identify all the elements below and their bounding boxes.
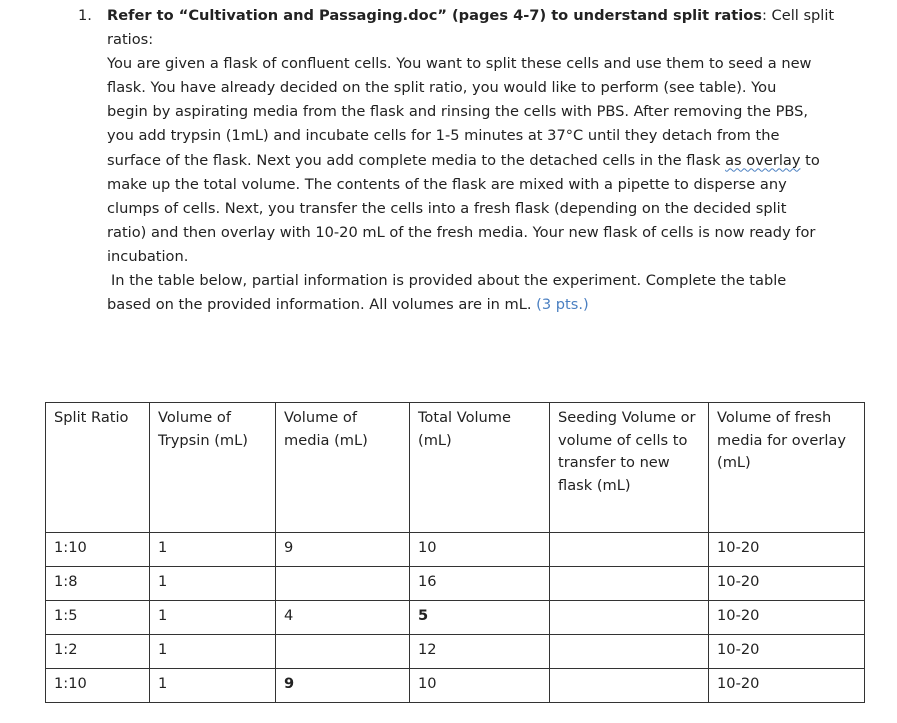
cell-trypsin-volume: 1 — [150, 567, 276, 601]
header-total-volume: Total Volume (mL) — [410, 403, 550, 533]
cell-split-ratio: 1:10 — [46, 533, 150, 567]
question-line-text: : Cell split ratios: — [107, 7, 835, 49]
cell-total-volume: 12 — [410, 635, 550, 669]
header-trypsin-volume: Volume of Trypsin (mL) — [150, 403, 276, 533]
question-line — [107, 149, 838, 173]
cell-split-ratio: 1:2 — [46, 635, 150, 669]
cell-media-volume: 9 — [276, 533, 410, 567]
table-row — [46, 567, 865, 601]
header-split-ratio: Split Ratio — [46, 403, 150, 533]
question-line — [107, 4, 838, 52]
cell-seeding-volume — [550, 601, 709, 635]
cell-split-ratio: 1:5 — [46, 601, 150, 635]
cell-trypsin-volume: 1 — [150, 601, 276, 635]
question-line: you add trypsin (1mL) and incubate cells for 1-5 minutes at 37°C until they detach from the — [107, 127, 780, 145]
question-line: make up the total volume. The contents of the flask are mixed with a pipette to disperse any — [107, 175, 787, 193]
cell-total-volume: 10 — [410, 669, 550, 703]
table-row — [46, 533, 865, 567]
table-row — [46, 669, 865, 703]
cell-total-volume: 16 — [410, 567, 550, 601]
question-line: begin by aspirating media from the flask and rinsing the cells with PBS. After removing the PBS, — [107, 103, 809, 121]
cell-split-ratio: 1:10 — [46, 669, 150, 703]
question-number: 1. — [78, 7, 92, 24]
instruction-line — [107, 293, 838, 317]
cell-overlay-volume: 10-20 — [709, 601, 865, 635]
cell-total-volume: 5 — [410, 601, 550, 635]
cell-media-volume: 4 — [276, 601, 410, 635]
cell-trypsin-volume: 1 — [150, 669, 276, 703]
table-body — [46, 533, 865, 703]
cell-seeding-volume — [550, 533, 709, 567]
cell-overlay-volume: 10-20 — [709, 533, 865, 567]
question-line: clumps of cells. Next, you transfer the cells into a fresh flask (depending on the decided split — [107, 199, 787, 217]
cell-trypsin-volume: 1 — [150, 533, 276, 567]
instruction-line: In the table below, partial information is provided about the experiment. Complete the table — [111, 272, 787, 290]
cell-seeding-volume — [550, 635, 709, 669]
cell-overlay-volume: 10-20 — [709, 635, 865, 669]
cell-media-volume — [276, 567, 410, 601]
points-label: (3 pts.) — [536, 296, 589, 314]
question-line: flask. You have already decided on the split ratio, you would like to perform (see table). You — [107, 79, 777, 97]
question-line: incubation. — [107, 247, 189, 265]
question-line-text: surface of the flask. Next you add complete media to the detached cells in the flask — [107, 151, 726, 169]
question-body — [107, 4, 838, 317]
question-line: You are given a flask of confluent cells. You want to split these cells and use them to seed a new — [107, 55, 812, 73]
split-ratio-table — [45, 402, 865, 703]
cell-seeding-volume — [550, 669, 709, 703]
cell-media-volume — [276, 635, 410, 669]
cell-overlay-volume: 10-20 — [709, 567, 865, 601]
cell-total-volume: 10 — [410, 533, 550, 567]
question-line: ratio) and then overlay with 10-20 mL of the fresh media. Your new flask of cells is now ready for — [107, 223, 816, 241]
table-header-row — [46, 403, 865, 533]
header-overlay-volume: Volume of fresh media for overlay (mL) — [709, 403, 865, 533]
header-seeding-volume: Seeding Volume or volume of cells to transfer to new flask (mL) — [550, 403, 709, 533]
question-heading: Refer to “Cultivation and Passaging.doc” (pages 4-7) to understand split ratios — [107, 7, 762, 24]
header-media-volume: Volume of media (mL) — [276, 403, 410, 533]
cell-split-ratio: 1:8 — [46, 567, 150, 601]
question-block — [78, 4, 838, 317]
cell-seeding-volume — [550, 567, 709, 601]
instruction-text: based on the provided information. All volumes are in mL. — [107, 296, 537, 314]
table-row — [46, 635, 865, 669]
spellcheck-marked-text: as overlay — [725, 151, 801, 169]
table-row — [46, 601, 865, 635]
question-line-text: to — [800, 151, 820, 169]
cell-media-volume: 9 — [276, 669, 410, 703]
cell-overlay-volume: 10-20 — [709, 669, 865, 703]
cell-trypsin-volume: 1 — [150, 635, 276, 669]
